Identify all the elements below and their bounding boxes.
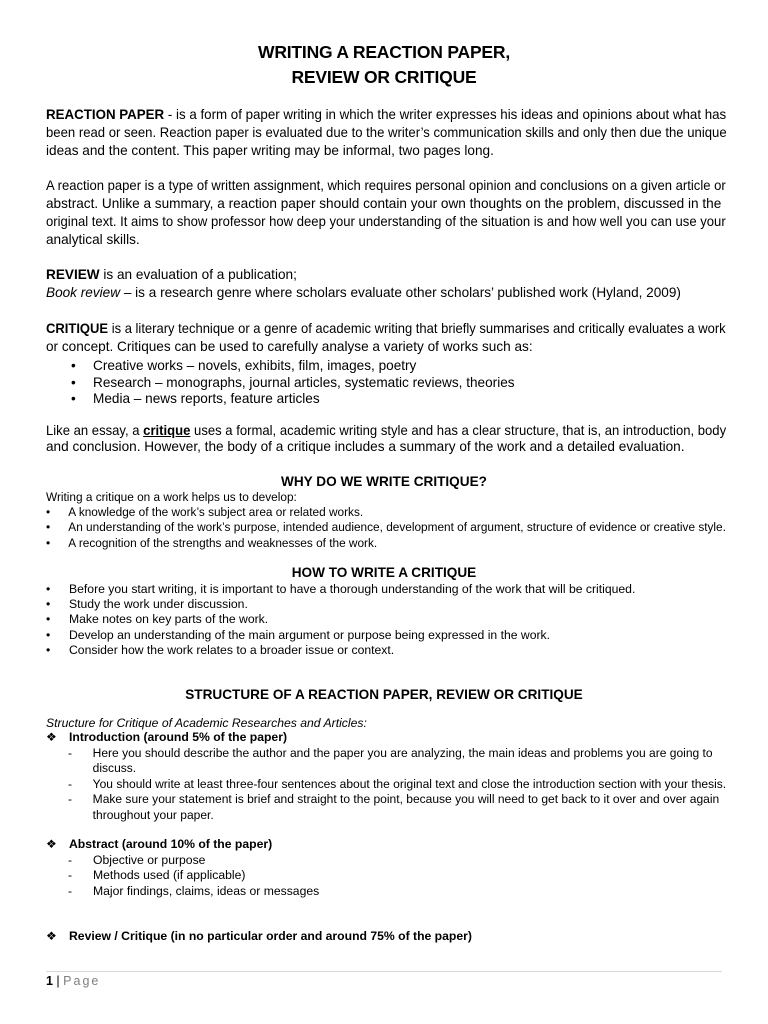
list-item: - Make sure your statement is brief and straight to the point, because you will need to get back to it over and over again (68, 792, 720, 807)
book-review-line: Book review – is a research genre where scholars evaluate other scholars’ published work (Hyland, 2009) (46, 285, 681, 300)
list-item: - Methods used (if applicable) (68, 868, 246, 883)
reaction-paper-paragraph-2 (46, 177, 726, 249)
bullet-icon: • (71, 391, 76, 406)
bullet-icon: • (71, 358, 76, 373)
why-intro: Writing a critique on a work helps us to develop: (46, 490, 297, 504)
page-label: Page (63, 974, 101, 988)
abstract-list (68, 853, 319, 899)
footer-separator: | (52, 974, 64, 988)
structure-subtitle: Structure for Critique of Academic Researches and Articles: (46, 716, 367, 730)
reaction2-line-4: analytical skills. (46, 232, 140, 247)
critique-line-2: or concept. Critiques can be used to carefully analyse a variety of works such as: (46, 339, 533, 354)
list-item: discuss. (92, 761, 137, 776)
list-item: • Research – monographs, journal articles, systematic reviews, theories (71, 374, 515, 390)
list-item: • Make notes on key parts of the work. (46, 612, 269, 627)
bullet-icon: • (46, 535, 51, 550)
bullet-icon: • (71, 374, 76, 390)
review-term: REVIEW (46, 267, 100, 282)
structure-heading: STRUCTURE OF A REACTION PAPER, REVIEW OR CRITIQUE (185, 687, 583, 702)
diamond-bullet-icon: ❖ (46, 730, 57, 744)
review-line-1: REVIEW is an evaluation of a publication; (46, 267, 297, 282)
reaction-line-3: ideas and the content. This paper writing may be informal, two pages long. (46, 143, 494, 158)
essay-line-2: and conclusion. However, the body of a critique includes a summary of the work and a detailed evaluation. (46, 439, 685, 454)
review-critique-heading: ❖ Review / Critique (in no particular order and around 75% of the paper) (46, 929, 472, 943)
document-title-line-2: REVIEW OR CRITIQUE (291, 67, 477, 87)
diamond-bullet-icon: ❖ (46, 929, 57, 943)
why-heading: WHY DO WE WRITE CRITIQUE? (281, 474, 487, 489)
list-item: • Develop an understanding of the main argument or purpose being expressed in the work. (46, 627, 551, 642)
reaction2-line-3: original text. It aims to show professor how deep your understanding of the situation is and how well you can use your (46, 214, 726, 229)
critique-term: CRITIQUE (46, 321, 109, 336)
how-section (46, 582, 635, 658)
list-item: • An understanding of the work’s purpose, intended audience, development of argument, structure of evidence or creative style. (46, 520, 726, 535)
reaction-paper-term: REACTION PAPER (46, 107, 165, 122)
list-item: - Here you should describe the author and the paper you are analyzing, the main ideas and problems you are going to (68, 746, 713, 760)
intro-list (68, 746, 735, 823)
critique-works-list (71, 358, 515, 408)
intro-heading: ❖ Introduction (around 5% of the paper) (46, 730, 288, 744)
dash-icon: - (68, 792, 73, 807)
bullet-icon: • (46, 582, 51, 596)
list-item: • A recognition of the strengths and weaknesses of the work. (46, 535, 378, 550)
page-number: 1 (46, 974, 53, 988)
list-item: - Major findings, claims, ideas or messages (68, 883, 320, 898)
bullet-icon: • (46, 627, 51, 642)
footer-divider (46, 971, 722, 972)
list-item: • A knowledge of the work’s subject area or related works. (46, 505, 364, 520)
bullet-icon: • (46, 642, 51, 657)
critique-paragraph (46, 320, 726, 356)
critique-line-1: CRITIQUE is a literary technique or a genre of academic writing that briefly summarises and critically evaluates a work (46, 321, 726, 336)
reaction2-line-1: A reaction paper is a type of written assignment, which requires personal opinion and conclusions on a given article or (46, 178, 726, 193)
list-item: - You should write at least three-four sentences about the original text and close the introduction section with your thesis. (68, 776, 727, 791)
review-paragraph (46, 266, 726, 302)
how-heading: HOW TO WRITE A CRITIQUE (291, 565, 477, 580)
list-item: • Before you start writing, it is important to have a thorough understanding of the work that will be critiqued. (46, 582, 636, 596)
list-item: • Study the work under discussion. (46, 597, 248, 612)
essay-line-1: Like an essay, a critique uses a formal, academic writing style and has a clear structure, that is, an introduction, body (46, 423, 727, 438)
dash-icon: - (68, 883, 73, 898)
list-item: - Objective or purpose (68, 853, 206, 867)
bullet-icon: • (46, 612, 51, 627)
book-review-term: Book review (46, 285, 121, 300)
diamond-bullet-icon: ❖ (46, 837, 57, 851)
reaction2-line-2: abstract. Unlike a summary, a reaction paper should contain your own thoughts on the problem, discussed in the (46, 196, 722, 211)
list-item: throughout your paper. (92, 807, 214, 822)
bullet-icon: • (46, 505, 51, 520)
bullet-icon: • (46, 520, 51, 535)
essay-paragraph (46, 423, 726, 455)
why-section (46, 490, 747, 551)
bullet-icon: • (46, 597, 51, 612)
dash-icon: - (68, 776, 73, 791)
dash-icon: - (68, 868, 73, 883)
list-item: • Media – news reports, feature articles (71, 391, 320, 406)
abstract-heading: ❖ Abstract (around 10% of the paper) (46, 837, 273, 851)
reaction-line-1: REACTION PAPER - is a form of paper writing in which the writer expresses his ideas and opinions about what has (46, 107, 727, 122)
list-item: • Creative works – novels, exhibits, film, images, poetry (71, 358, 417, 373)
document-title-line-1: WRITING A REACTION PAPER, (258, 42, 510, 62)
reaction-paper-paragraph (46, 106, 726, 160)
reaction-line-2: been read or seen. Reaction paper is evaluated due to the writer’s communication skills and only then due the unique (46, 125, 727, 140)
list-item: • Consider how the work relates to a broader issue or context. (46, 642, 395, 657)
critique-link[interactable]: critique (143, 423, 191, 438)
dash-icon: - (68, 746, 73, 760)
dash-icon: - (68, 853, 73, 867)
page-footer (46, 974, 100, 988)
